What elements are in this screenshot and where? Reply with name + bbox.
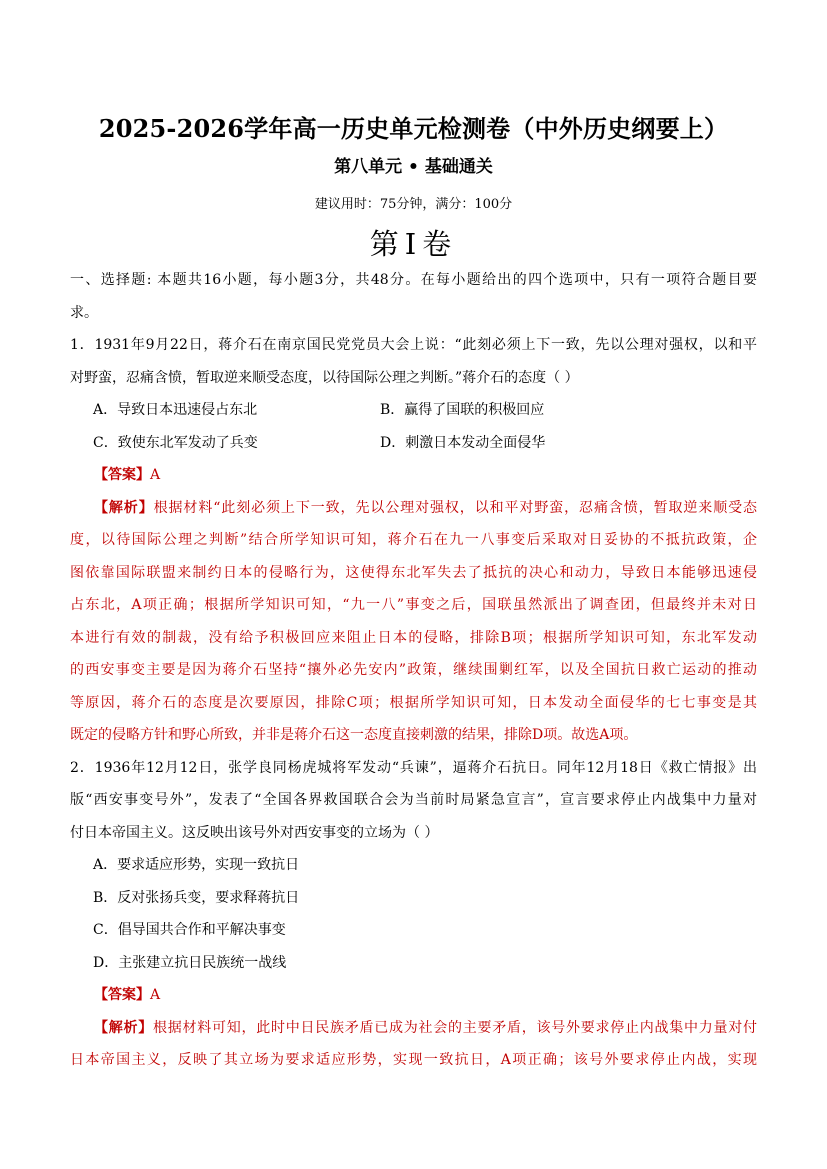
section-instruction-line-1: 一、选择题: 本题共16小题，每小题3分，共48分。在每小题给出的四个选项中，只有一项符合题目要 [70,272,757,288]
option-c: C．致使东北军发动了兵变 [93,434,258,451]
exam-timing: 建议用时：75分钟，满分：100分 [314,197,513,212]
question-stem-line: 2．1936年12月12日，张学良同杨虎城将军发动“兵谏”，逼蒋介石抗日。同年12月18日《救亡情报》出 [70,759,757,776]
option-b: B．反对张扬兵变，要求释蒋抗日 [93,889,300,906]
volume-heading: 第Ⅰ卷 [369,227,458,261]
question-stem-line: 版“西安事变号外”，发表了“全国各界救国联合会为当前时局紧急宣言”，宣言要求停止内战集中力量对 [70,792,757,808]
question-stem-line: 1．1931年9月22日，蒋介石在南京国民党党员大会上说：“此刻必须上下一致，先以公理对强权，以和平 [70,337,757,353]
question-2 [70,752,757,1077]
analysis-line: 的西安事变主要是因为蒋介石坚持“攘外必先安内”政策，继续围剿红军，以及全国抗日救亡运动的推动 [70,662,757,678]
analysis-line: 既定的侵略方针和野心所致，并非是蒋介石这一态度直接刺激的结果，排除D项。故选A项。 [70,727,638,743]
option-a: A．要求适应形势，实现一致抗日 [93,857,300,873]
options-row [70,394,757,427]
analysis-text: 根据材料“此刻必须上下一致，先以公理对强权，以和平对野蛮，忍痛含愤，暂取逆来顺受态 [153,499,757,516]
analysis-text: 根据材料可知，此时中日民族矛盾已成为社会的主要矛盾，该号外要求停止内战集中力量对付 [153,1019,757,1036]
analysis-line [70,492,757,525]
analysis-line: 本进行有效的制裁，没有给予积极回应来阻止日本的侵略，排除B项；根据所学知识可知，东北军发动 [70,629,757,646]
option-d: D．主张建立抗日民族统一战线 [93,954,287,971]
page-subtitle: 第八单元 • 基础通关 [334,157,493,177]
analysis-line: 日本帝国主义，反映了其立场为要求适应形势，实现一致抗日，A项正确；该号外要求停止内战，实现 [70,1052,757,1068]
answer-value: A [150,987,161,1003]
analysis-line: 度，以待国际公理之判断”结合所学知识可知，蒋介石在九一八事变后采取对日妥协的不抵抗政策，企 [70,532,757,548]
answer-value: A [150,467,161,483]
question-1 [70,329,757,752]
analysis-line: 等原因，蒋介石的态度是次要原因，排除C项；根据所学知识可知，日本发动全面侵华的七七事变是其 [70,694,757,711]
analysis-line [70,1012,757,1045]
options-row [70,427,757,460]
answer-label: 【答案】 [94,467,150,483]
analysis-line: 占东北，A项正确；根据所学知识可知，“九一八”事变之后，国联虽然派出了调查团，但最终并未对日 [70,597,757,613]
section-instruction-line-2: 求。 [70,304,98,321]
option-d: D．刺激日本发动全面侵华 [380,434,546,451]
answer-label: 【答案】 [94,987,150,1003]
analysis-line: 图依靠国际联盟来制约日本的侵略行为，这使得东北军失去了抵抗的决心和动力，导致日本能够迅速侵 [70,564,757,581]
question-stem-line: 付日本帝国主义。这反映出该号外对西安事变的立场为（ ） [70,824,439,841]
question-stem-line: 对野蛮，忍痛含愤，暂取逆来顺受态度，以待国际公理之判断。”蒋介石的态度（ ） [70,369,579,386]
analysis-label: 【解析】 [94,499,154,516]
option-c: C．倡导国共合作和平解决事变 [93,922,286,938]
answer-line [70,979,757,1012]
page-title: 2025-2026学年高一历史单元检测卷（中外历史纲要上） [98,114,729,143]
option-a: A．导致日本迅速侵占东北 [93,402,258,418]
answer-line [70,459,757,492]
analysis-label: 【解析】 [94,1019,153,1036]
option-b: B．赢得了国联的积极回应 [380,402,545,418]
exam-body [70,264,757,1077]
